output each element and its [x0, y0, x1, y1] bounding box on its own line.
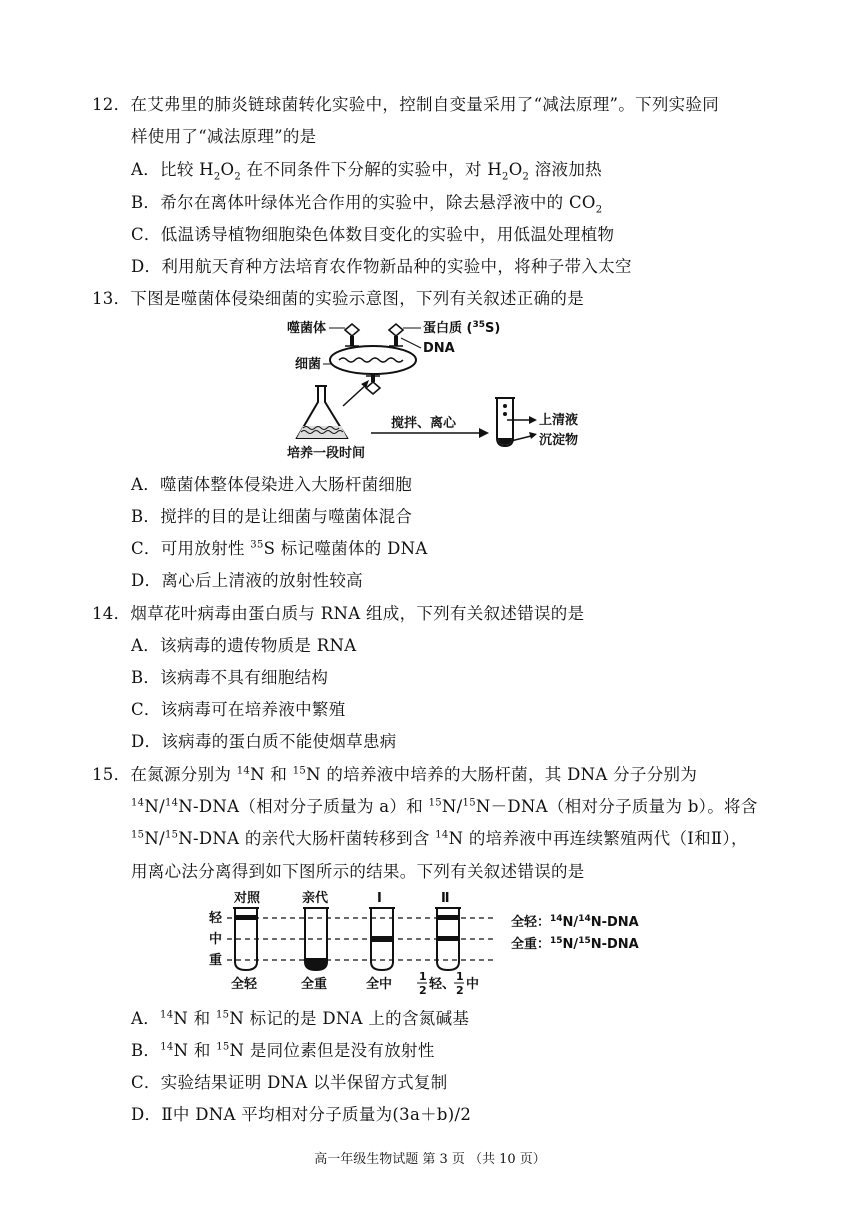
q12-stem-line2: 样使用了“减法原理”的是 [131, 127, 317, 146]
label-middle: 中 [209, 932, 223, 947]
test-tube-icon [495, 398, 515, 446]
tube-parent [303, 908, 329, 970]
label-process: 搅拌、离心 [391, 416, 457, 431]
q14-option-c: C．该病毒可在培养液中繁殖 [131, 700, 346, 719]
phage-right-icon [389, 324, 403, 346]
q15-option-d: D．Ⅱ中 DNA 平均相对分子质量为(3a＋b)/2 [131, 1105, 472, 1124]
q15-stem-line4: 用离心法分离得到如下图所示的结果。下列有关叙述错误的是 [131, 862, 585, 881]
phage-left-icon [345, 324, 359, 346]
label-bacteria: 细菌 [295, 357, 322, 372]
svg-text:1: 1 [419, 970, 427, 983]
q15-stem-line3: $^{15}$N/$^{15}$N-DNA 的亲代大肠杆菌转移到含 $^{14}$N 的培养液中再连续繁殖两代（Ⅰ和Ⅱ）， [131, 829, 748, 848]
q14-stem: 14．烟草花叶病毒由蛋白质与 RNA 组成，下列有关叙述错误的是 [92, 604, 585, 623]
tube-gen2 [435, 908, 461, 970]
arrow-flask-to-cell [343, 384, 367, 406]
label-supernatant: 上清液 [539, 413, 579, 428]
q15-option-a: A．$^{14}$N 和 $^{15}$N 标记的是 DNA 上的含氮碱基 [131, 1009, 470, 1028]
label-sediment: 沉淀物 [539, 433, 579, 448]
q12-stem-line1: 12．在艾弗里的肺炎链球菌转化实验中，控制自变量采用了“减法原理”。下列实验同 [92, 95, 720, 114]
tube-gen1 [369, 908, 395, 970]
flask-icon [297, 386, 347, 438]
q12-option-c: C．低温诱导植物细胞染色体数目变化的实验中，用低温处理植物 [131, 225, 615, 244]
phage-bottom-icon [366, 374, 380, 394]
q15-stem-line2: $^{14}$N/$^{14}$N-DNA（相对分子质量为 a）和 $^{15}$N/$^{15}$N－DNA（相对分子质量为 b）。将含 [131, 797, 758, 816]
q13-option-b: B．搅拌的目的是让细菌与噬菌体混合 [131, 507, 413, 526]
bacterial-dna [339, 358, 403, 362]
svg-text:中: 中 [466, 977, 480, 992]
svg-text:全中: 全中 [366, 977, 393, 992]
svg-text:全重: 全重 [301, 977, 328, 992]
q15-option-b: B．$^{14}$N 和 $^{15}$N 是同位素但是没有放射性 [131, 1041, 435, 1060]
legend-heavy: 全重：$^{15}$N/$^{15}$N-DNA [511, 936, 639, 952]
svg-text:Ⅰ: Ⅰ [377, 891, 382, 906]
legend-light: 全轻：$^{14}$N/$^{14}$N-DNA [511, 914, 639, 930]
svg-text:亲代: 亲代 [302, 891, 329, 906]
q14-option-a: A．该病毒的遗传物质是 RNA [131, 636, 357, 655]
svg-text:2: 2 [456, 984, 464, 997]
svg-text:轻、: 轻、 [429, 977, 456, 992]
svg-text:对照: 对照 [234, 891, 261, 906]
phage-infection-figure [285, 316, 615, 466]
q13-option-c: C．可用放射性 $^{35}$S 标记噬菌体的 DNA [131, 539, 428, 558]
q13-option-d: D．离心后上清液的放射性较高 [131, 571, 363, 590]
q13-stem: 13．下图是噬菌体侵染细菌的实验示意图，下列有关叙述正确的是 [92, 289, 585, 308]
q14-option-d: D．该病毒的蛋白质不能使烟草患病 [131, 732, 397, 751]
bacteria-cell [330, 346, 416, 374]
q13-option-a: A．噬菌体整体侵染进入大肠杆菌细胞 [131, 475, 413, 494]
svg-text:全轻: 全轻 [231, 977, 258, 992]
label-phage: 噬菌体 [287, 321, 327, 336]
q12-option-a: A．比较 $H_2O_2$ 在不同条件下分解的实验中，对 $H_2O_2$ 溶液加热 [131, 160, 602, 183]
svg-text:1: 1 [456, 970, 464, 983]
q12-option-b: B．希尔在离体叶绿体光合作用的实验中，除去悬浮液中的 $CO_2$ [131, 193, 603, 216]
page-footer: 高一年级生物试题 第 3 页 （共 10 页） [314, 1152, 546, 1167]
svg-text:2: 2 [419, 984, 427, 997]
label-protein: 蛋白质 ($^{35}$S) [423, 320, 501, 336]
label-heavy: 重 [209, 953, 223, 968]
q14-option-b: B．该病毒不具有细胞结构 [131, 668, 329, 687]
label-dna: DNA [423, 341, 455, 356]
q15-stem-line1: 15．在氮源分别为 $^{14}$N 和 $^{15}$N 的培养液中培养的大肠杆菌，其 DNA 分子分别为 [92, 765, 698, 784]
q15-option-c: C．实验结果证明 DNA 以半保留方式复制 [131, 1073, 448, 1092]
label-light: 轻 [209, 911, 223, 926]
svg-text:Ⅱ: Ⅱ [441, 891, 450, 906]
q12-option-d: D．利用航天育种方法培育农作物新品种的实验中，将种子带入太空 [131, 257, 632, 276]
dna-centrifuge-figure [205, 888, 665, 1000]
label-culture: 培养一段时间 [287, 446, 366, 461]
